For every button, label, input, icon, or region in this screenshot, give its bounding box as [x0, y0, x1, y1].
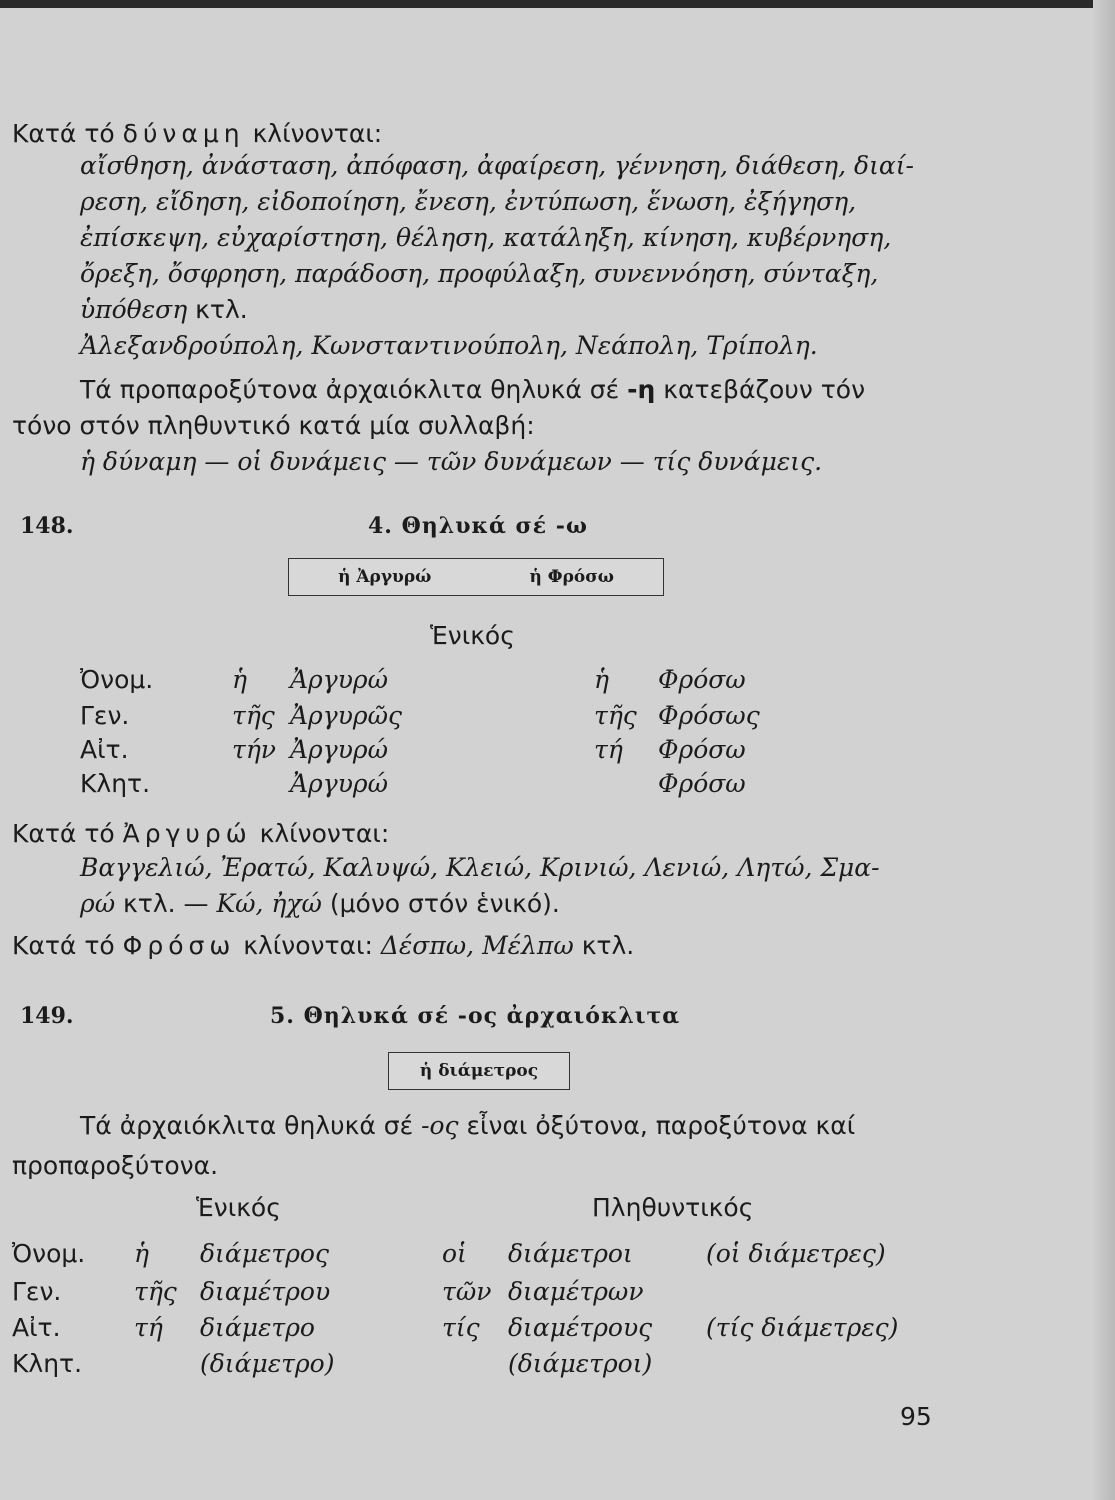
- noun-form: διαμέτρων: [508, 1277, 644, 1306]
- word-list-line: ὄρεξη, ὄσφρηση, παράδοση, προφύλαξη, συνεννόηση, σύνταξη,: [80, 259, 879, 288]
- article: τή: [594, 735, 623, 764]
- article: τῆς: [232, 701, 275, 730]
- noun-form: (διάμετρο): [200, 1349, 335, 1378]
- rule-line: τόνο στόν πληθυντικό κατά μία συλλαβή:: [12, 411, 535, 440]
- noun-form: Φρόσω: [658, 735, 746, 764]
- intro-line: Κατά τό Φρόσω κλίνονται: Δέσπω, Μέλπω κτλ.: [12, 931, 635, 960]
- example-line: ἡ δύναμη — οἱ δυνάμεις — τῶν δυνάμεων — τίς δυνάμεις.: [80, 447, 823, 476]
- article: τή: [134, 1313, 163, 1342]
- intro-line: Κατά τό Ἀργυρώ κλίνονται:: [12, 819, 390, 848]
- noun-form: Φρόσω: [658, 665, 746, 694]
- rule-line: προπαροξύτονα.: [12, 1151, 219, 1180]
- article: οἱ: [442, 1239, 467, 1268]
- article: τῶν: [442, 1277, 492, 1306]
- article: τήν: [232, 735, 277, 764]
- word-list-line: Βαγγελιώ, Ἐρατώ, Καλυψώ, Κλειώ, Κρινιώ, Λενιώ, Λητώ, Σμα-: [80, 853, 880, 882]
- case-label: Αἰτ.: [12, 1313, 61, 1342]
- article: ἡ: [594, 665, 609, 694]
- rule-line: Τά ἀρχαιόκλιτα θηλυκά σέ -ος εἶναι ὀξύτονα, παροξύτονα καί: [80, 1111, 856, 1140]
- model-word: ἡ Φρόσω: [529, 567, 614, 587]
- case-label: Κλητ.: [80, 769, 151, 798]
- noun-form: διάμετρο: [200, 1313, 315, 1342]
- page-number: 95: [900, 1402, 932, 1431]
- case-label: Αἰτ.: [80, 735, 129, 764]
- model-box: [388, 1052, 570, 1090]
- word-list-line: ὑπόθεση κτλ.: [80, 295, 248, 324]
- noun-form: (διάμετροι): [508, 1349, 653, 1378]
- section-heading: 4. Θηλυκά σέ -ω: [368, 513, 588, 539]
- model-word: ἡ διάμετρος: [419, 1061, 539, 1081]
- case-label: Ὀνομ.: [80, 665, 154, 694]
- word-list-line: ρεση, εἴδηση, εἰδοποίηση, ἔνεση, ἐντύπωση, ἕνωση, ἐξήγηση,: [80, 187, 857, 216]
- model-box: [288, 558, 664, 596]
- word-list-line: ρώ κτλ. — Κώ, ἠχώ (μόνο στόν ἑνικό).: [80, 889, 560, 918]
- case-label: Ὀνομ.: [12, 1239, 86, 1268]
- section-heading: 5. Θηλυκά σέ -ος ἀρχαιόκλιτα: [270, 1003, 681, 1029]
- alt-form: (τίς διάμετρες): [706, 1313, 899, 1342]
- section-number: 148.: [20, 513, 74, 539]
- article: τῆς: [134, 1277, 177, 1306]
- city-names-line: Ἀλεξανδρούπολη, Κωνσταντινούπολη, Νεάπολη, Τρίπολη.: [80, 331, 818, 360]
- alt-form: (οἱ διάμετρες): [706, 1239, 886, 1268]
- article: ἡ: [232, 665, 247, 694]
- noun-form: Φρόσω: [658, 769, 746, 798]
- article: τίς: [442, 1313, 480, 1342]
- column-header: Πληθυντικός: [592, 1193, 754, 1222]
- noun-form: διάμετρος: [200, 1239, 329, 1268]
- word-list-line: ἐπίσκεψη, εὐχαρίστηση, θέληση, κατάληξη, κίνηση, κυβέρνηση,: [80, 223, 892, 252]
- noun-form: διαμέτρους: [508, 1313, 653, 1342]
- column-header: Ἑνικός: [430, 621, 515, 650]
- intro-line: Κατά τό δύναμη κλίνονται:: [12, 119, 383, 148]
- noun-form: Ἀργυρῶς: [290, 701, 402, 730]
- word-list-line: αἴσθηση, ἀνάσταση, ἀπόφαση, ἀφαίρεση, γέννηση, διάθεση, διαί-: [80, 151, 914, 180]
- noun-form: διαμέτρου: [200, 1277, 331, 1306]
- case-label: Γεν.: [12, 1277, 62, 1306]
- book-spine-edge: [1093, 0, 1115, 1500]
- section-number: 149.: [20, 1003, 74, 1029]
- column-header: Ἑνικός: [196, 1193, 281, 1222]
- rule-line: Τά προπαροξύτονα ἀρχαιόκλιτα θηλυκά σέ -η κατεβάζουν τόν: [80, 375, 866, 404]
- noun-form: Ἀργυρώ: [290, 735, 388, 764]
- model-word: ἡ Ἀργυρώ: [338, 567, 432, 587]
- case-label: Κλητ.: [12, 1349, 83, 1378]
- noun-form: Ἀργυρώ: [290, 769, 388, 798]
- noun-form: Ἀργυρώ: [290, 665, 388, 694]
- noun-form: Φρόσως: [658, 701, 760, 730]
- noun-form: διάμετροι: [508, 1239, 633, 1268]
- case-label: Γεν.: [80, 701, 130, 730]
- article: ἡ: [134, 1239, 149, 1268]
- article: τῆς: [594, 701, 637, 730]
